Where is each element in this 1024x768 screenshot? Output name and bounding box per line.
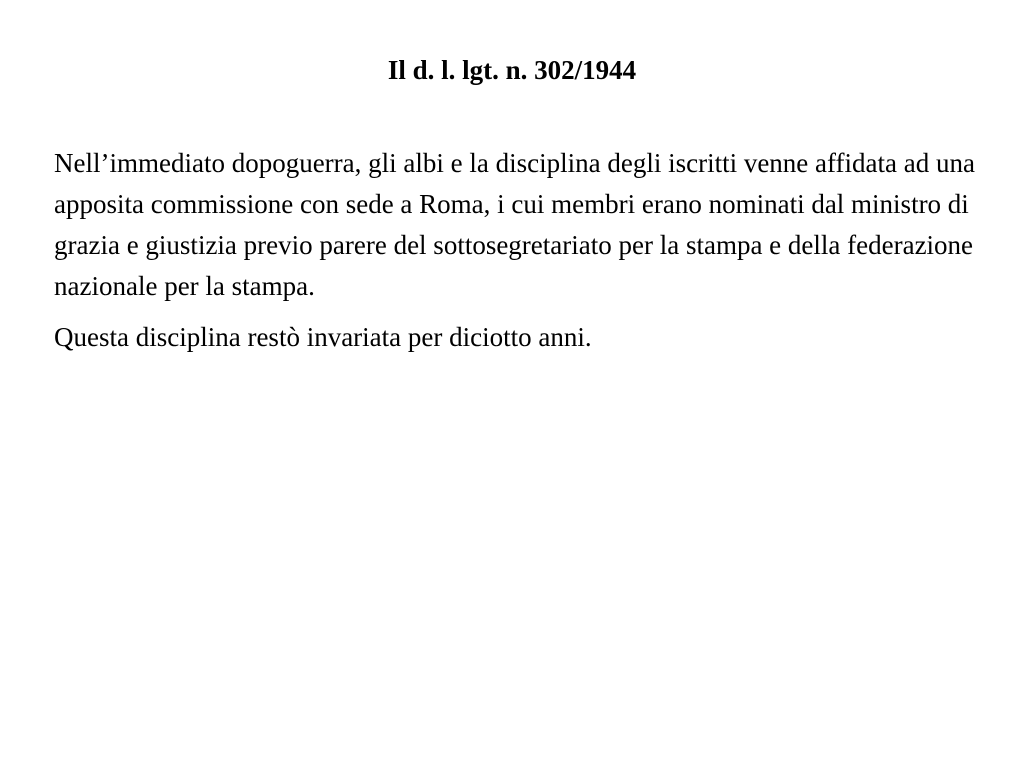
slide-body (54, 143, 984, 368)
slide-title: Il d. l. lgt. n. 302/1944 (387, 55, 637, 85)
body-paragraph-2: Questa disciplina restò invariata per diciotto anni. (54, 322, 592, 352)
body-paragraph-1: Nell’immediato dopoguerra, gli albi e la disciplina degli iscritti venne affidata ad una apposita commissione con sede a Roma, i cui membri erano nominati dal ministro di grazia e giustizia previo parere del sottosegretariato per la stampa e della federazione nazionale per la stampa. (54, 148, 975, 301)
